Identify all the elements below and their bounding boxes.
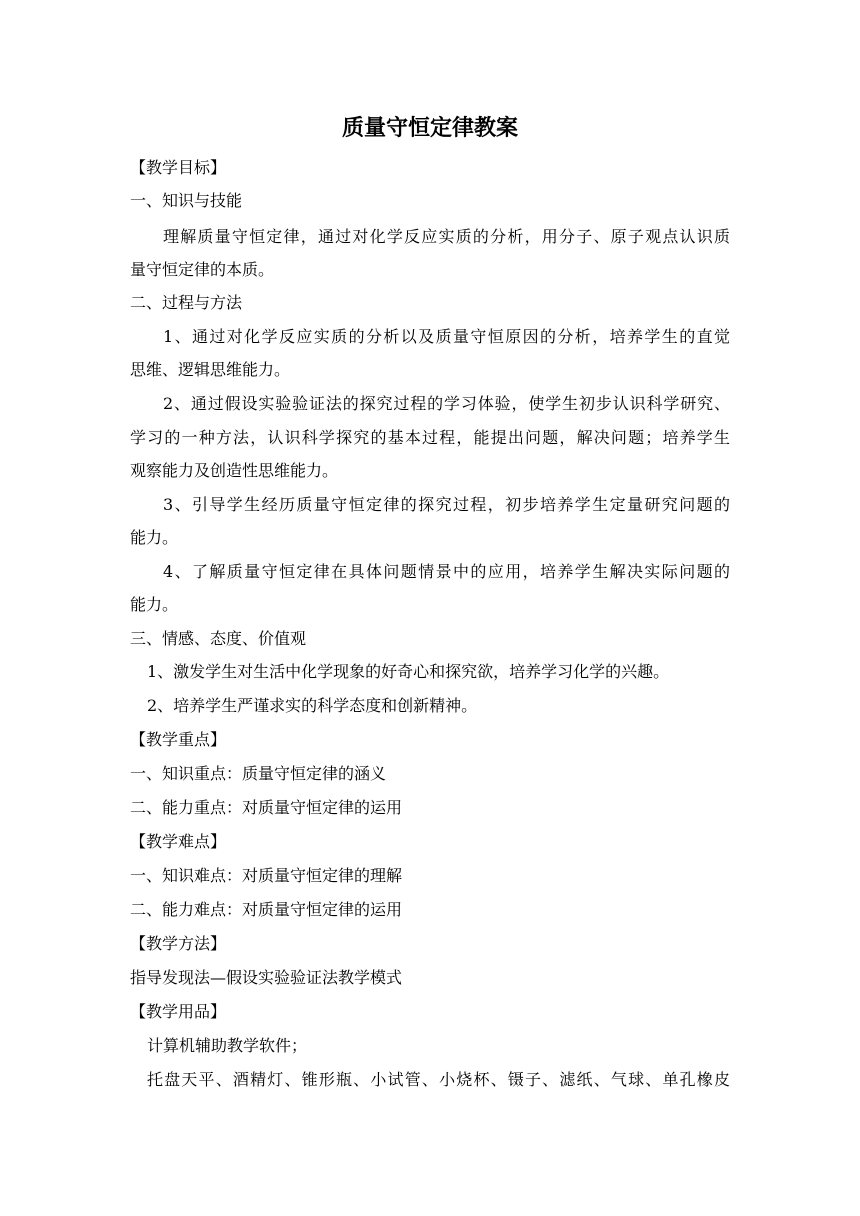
paragraph-line: 4、了解质量守恒定律在具体问题情景中的应用，培养学生解决实际问题的 <box>163 562 730 581</box>
paragraph-line: 一、知识难点：对质量守恒定律的理解 <box>130 866 403 885</box>
subheading-process-methods: 二、过程与方法 <box>130 293 243 312</box>
paragraph-line: 1、通过对化学反应实质的分析以及质量守恒原因的分析，培养学生的直觉 <box>163 327 730 346</box>
section-heading-methods: 【教学方法】 <box>130 934 227 953</box>
paragraph-line: 1、激发学生对生活中化学现象的好奇心和探究欲，培养学习化学的兴趣。 <box>147 662 670 681</box>
paragraph-line: 托盘天平、酒精灯、锥形瓶、小试管、小烧杯、镊子、滤纸、气球、单孔橡皮 <box>147 1070 730 1089</box>
paragraph-line: 量守恒定律的本质。 <box>130 260 275 279</box>
paragraph-line: 2、通过假设实验验证法的探究过程的学习体验，使学生初步认识科学研究、 <box>163 394 730 413</box>
paragraph-line: 观察能力及创造性思维能力。 <box>130 461 339 480</box>
subheading-knowledge-skills: 一、知识与技能 <box>130 191 243 210</box>
paragraph-line: 3、引导学生经历质量守恒定律的探究过程，初步培养学生定量研究问题的 <box>163 495 730 514</box>
section-heading-objectives: 【教学目标】 <box>130 158 227 177</box>
paragraph-line: 二、能力难点：对质量守恒定律的运用 <box>130 900 403 919</box>
paragraph-line: 一、知识重点：质量守恒定律的涵义 <box>130 764 387 783</box>
paragraph-line: 指导发现法—假设实验验证法教学模式 <box>130 968 403 987</box>
section-heading-key-points: 【教学重点】 <box>130 730 227 749</box>
paragraph-line: 理解质量守恒定律，通过对化学反应实质的分析，用分子、原子观点认识质 <box>163 227 730 246</box>
paragraph-line: 能力。 <box>130 595 179 614</box>
document-title: 质量守恒定律教案 <box>341 115 518 141</box>
paragraph-line: 思维、逻辑思维能力。 <box>130 360 291 379</box>
paragraph-line: 学习的一种方法，认识科学探究的基本过程，能提出问题，解决问题；培养学生 <box>130 428 730 447</box>
section-heading-difficulties: 【教学难点】 <box>130 832 227 851</box>
paragraph-line: 计算机辅助教学软件； <box>147 1036 308 1055</box>
section-heading-materials: 【教学用品】 <box>130 1002 227 1021</box>
paragraph-line: 能力。 <box>130 528 179 547</box>
subheading-attitudes-values: 三、情感、态度、价值观 <box>130 629 307 648</box>
paragraph-line: 二、能力重点：对质量守恒定律的运用 <box>130 798 403 817</box>
paragraph-line: 2、培养学生严谨求实的科学态度和创新精神。 <box>147 696 478 715</box>
